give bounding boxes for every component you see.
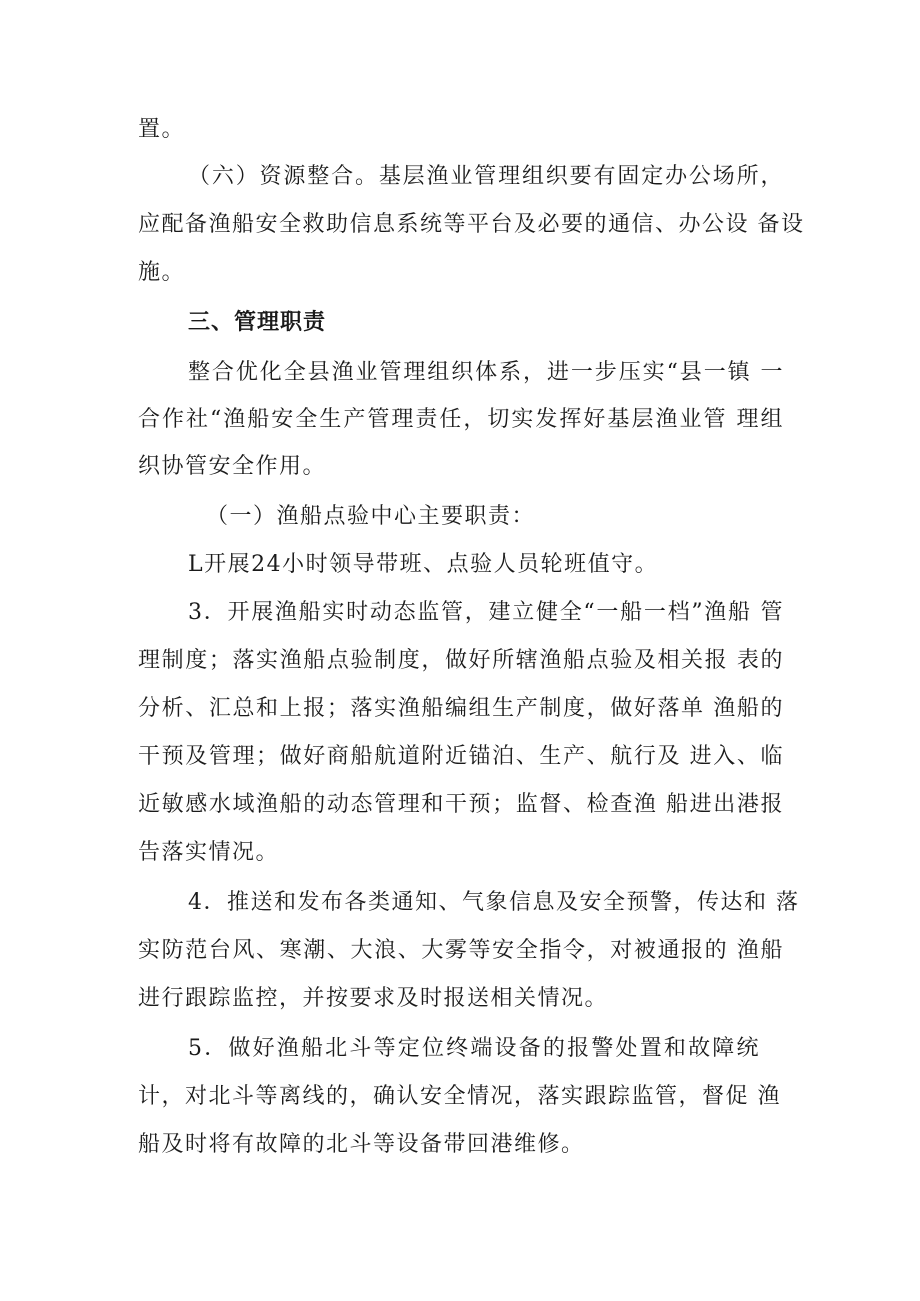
- text-line-6: 整合优化全县渔业管理组织体系，进一步压实“县一镇 一: [188, 360, 784, 385]
- text-line-4: 施。: [138, 260, 186, 285]
- text-line-22: 船及时将有故障的北斗等设备带回港维修。: [138, 1132, 585, 1157]
- section-heading: 三、管理职责: [188, 310, 327, 335]
- text-line-15: 近敏感水域渔船的动态管理和干预；监督、检查渔 船进出港报: [138, 792, 784, 817]
- text-line-18: 实防范台风、寒潮、大浪、大雾等安全指令，对被通报的 渔船: [138, 938, 784, 963]
- text-line-12: 理制度；落实渔船点验制度，做好所辖渔船点验及相关报 表的: [138, 648, 784, 673]
- text-line-8: 织协管安全作用。: [138, 454, 327, 479]
- text-line-14: 干预及管理；做好商船航道附近锚泊、生产、航行及 进入、临: [138, 744, 784, 769]
- text-line-2: （六）资源整合。基层渔业管理组织要有固定办公场所，: [188, 164, 784, 189]
- text-line-21: 计，对北斗等离线的，确认安全情况，落实跟踪监管，督促 渔: [138, 1084, 781, 1109]
- text-line-20: 5．做好渔船北斗等定位终端设备的报警处置和故障统: [188, 1036, 760, 1061]
- text-line-17: 4．推送和发布各类通知、气象信息及安全预警，传达和 落: [188, 890, 800, 915]
- text-line-10: L开展24小时领导带班、点验人员轮班值守。: [188, 552, 659, 577]
- text-line-11: 3．开展渔船实时动态监管，建立健全“一船一档”渔船 管: [188, 600, 784, 625]
- text-line-3: 应配备渔船安全救助信息系统等平台及必要的通信、办公设 备设: [138, 212, 805, 237]
- text-line-1: 置。: [138, 117, 186, 142]
- text-line-16: 告落实情况。: [138, 840, 280, 865]
- text-line-13: 分析、汇总和上报；落实渔船编组生产制度，做好落单 渔船的: [138, 696, 784, 721]
- text-line-19: 进行跟踪监控，并按要求及时报送相关情况。: [138, 986, 609, 1011]
- text-line-7: 合作社“渔船安全生产管理责任，切实发挥好基层渔业管 理组: [138, 407, 784, 432]
- subsection-heading: （一）渔船点验中心主要职责：: [206, 504, 536, 529]
